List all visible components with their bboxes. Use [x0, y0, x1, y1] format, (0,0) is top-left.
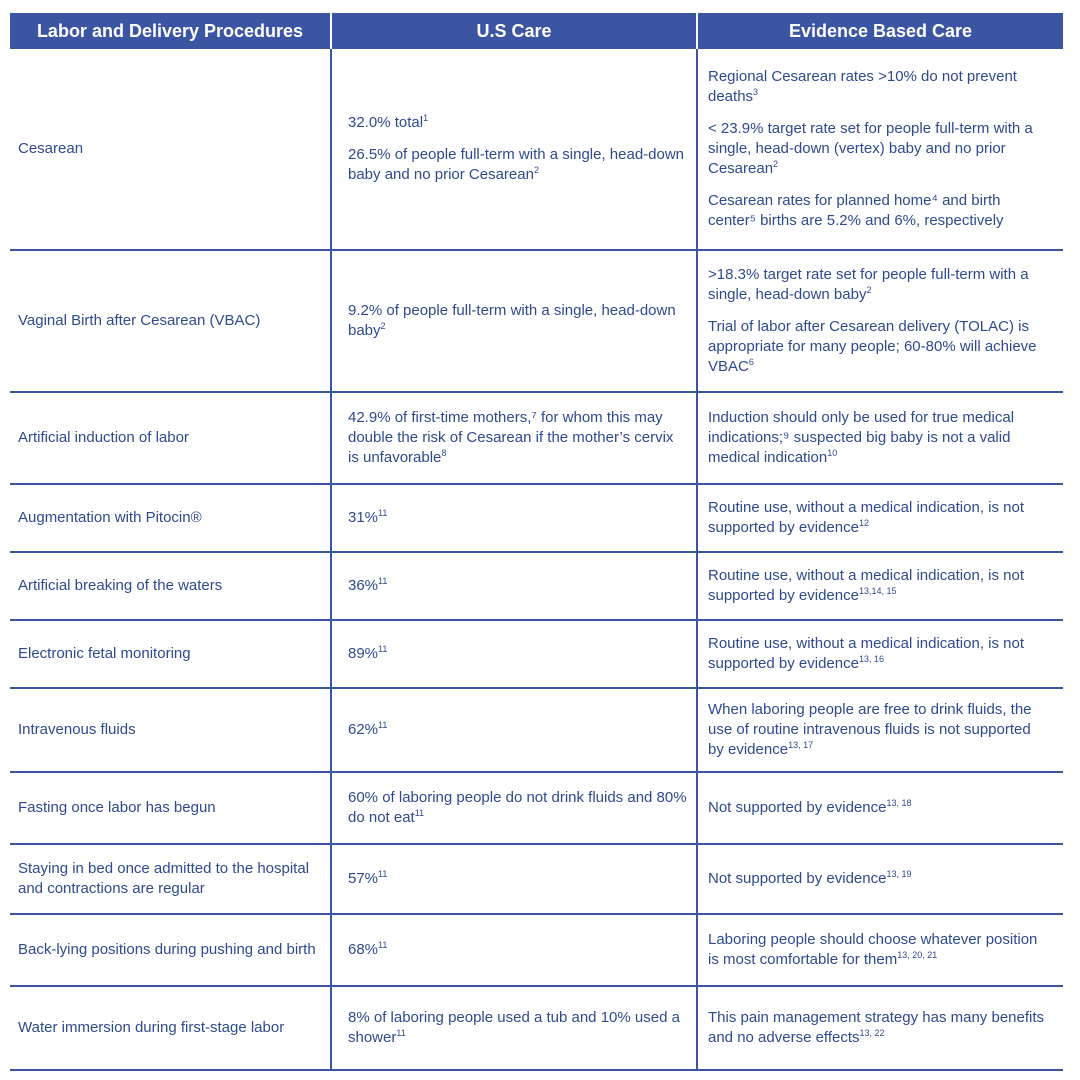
evidence-cell-paragraph: [708, 930, 1045, 970]
cell-text: 57%: [348, 870, 379, 887]
cell-text: 42.9% of first-time mothers,⁷ for whom this may double the risk of Cesarean if the mother’s cervix is unfavorable: [348, 409, 674, 466]
cell-text: Routine use, without a medical indication, is not supported by evidence: [708, 567, 1025, 604]
table-row: [10, 49, 1063, 251]
us-care-cell: [332, 987, 698, 1069]
citation-superscript: 11: [378, 720, 388, 730]
evidence-cell-paragraph: [708, 67, 1045, 107]
procedure-name: Artificial breaking of the waters: [18, 577, 223, 594]
cell-text: 31%: [348, 509, 379, 526]
cell-text: 36%: [348, 577, 379, 594]
citation-superscript: 13, 17: [788, 740, 814, 750]
cell-text: When laboring people are free to drink fluids, the use of routine intravenous fluids is not supported by evidence: [708, 701, 1032, 758]
citation-superscript: 1: [423, 113, 429, 123]
evidence-cell-paragraph: [708, 119, 1045, 179]
citation-superscript: 13, 16: [858, 654, 884, 664]
cell-text: 26.5% of people full-term with a single, head-down baby and no prior Cesarean: [348, 146, 685, 183]
us-care-cell-paragraph: [348, 869, 688, 889]
table-row: [10, 845, 1063, 915]
cell-text: >18.3% target rate set for people full-term with a single, head-down baby: [708, 266, 1029, 303]
procedure-cell: [10, 251, 332, 391]
evidence-cell-paragraph: [708, 498, 1045, 538]
cell-text: 32.0% total: [348, 114, 424, 131]
table-header: [10, 13, 1063, 49]
cell-text: 9.2% of people full-term with a single, head-down baby: [348, 302, 676, 339]
procedure-cell: [10, 485, 332, 551]
evidence-cell-paragraph: [708, 798, 1045, 818]
citation-superscript: 6: [748, 357, 754, 367]
citation-superscript: 3: [753, 87, 759, 97]
procedure-cell: [10, 621, 332, 687]
table-row: [10, 251, 1063, 393]
evidence-cell: [698, 553, 1063, 619]
cell-text: 8% of laboring people used a tub and 10% used a shower: [348, 1009, 680, 1046]
us-care-cell-paragraph: [348, 720, 688, 740]
table-row: [10, 773, 1063, 845]
cell-text: < 23.9% target rate set for people full-term with a single, head-down (vertex) baby and no prior Cesarean: [708, 120, 1033, 177]
citation-superscript: 13, 22: [859, 1028, 885, 1038]
procedure-name: Artificial induction of labor: [18, 429, 189, 446]
evidence-cell-paragraph: [708, 1008, 1045, 1048]
cell-text: 68%: [348, 941, 379, 958]
evidence-cell: [698, 485, 1063, 551]
cell-text: Cesarean rates for planned home⁴ and birth center⁵ births are 5.2% and 6%, respectively: [708, 192, 1004, 229]
evidence-cell: [698, 689, 1063, 771]
cell-text: 60% of laboring people do not drink fluids and 80% do not eat: [348, 789, 687, 826]
us-care-cell-paragraph: [348, 788, 688, 828]
header-evidence-based-care: Evidence Based Care: [788, 20, 973, 41]
citation-superscript: 8: [441, 448, 447, 458]
citation-superscript: 11: [378, 508, 388, 518]
procedure-name: Cesarean: [18, 140, 84, 157]
us-care-cell: [332, 915, 698, 985]
evidence-cell: [698, 49, 1063, 249]
us-care-cell: [332, 553, 698, 619]
evidence-cell: [698, 845, 1063, 913]
citation-superscript: 13, 18: [886, 798, 912, 808]
cell-text: Not supported by evidence: [708, 799, 887, 816]
us-care-cell-paragraph: [348, 940, 688, 960]
evidence-cell-paragraph: [708, 191, 1045, 231]
evidence-cell: [698, 915, 1063, 985]
citation-superscript: 10: [827, 448, 838, 458]
procedure-cell: [10, 845, 332, 913]
citation-superscript: 11: [396, 1028, 406, 1038]
header-us-care: U.S Care: [332, 13, 698, 49]
evidence-cell: [698, 987, 1063, 1069]
procedure-cell: [10, 773, 332, 843]
table-row: [10, 689, 1063, 773]
cell-text: Not supported by evidence: [708, 870, 887, 887]
citation-superscript: 11: [378, 940, 388, 950]
us-care-cell-paragraph: [348, 113, 688, 133]
us-care-cell-paragraph: [348, 576, 688, 596]
procedures-table: [10, 13, 1063, 1071]
evidence-cell-paragraph: [708, 317, 1045, 377]
header-procedures: Labor and Delivery Procedures: [10, 13, 332, 49]
procedure-cell: [10, 553, 332, 619]
citation-superscript: 2: [380, 321, 386, 331]
citation-superscript: 11: [378, 576, 388, 586]
evidence-cell: [698, 251, 1063, 391]
evidence-cell: [698, 393, 1063, 483]
us-care-cell: [332, 621, 698, 687]
cell-text: Routine use, without a medical indication, is not supported by evidence: [708, 635, 1025, 672]
citation-superscript: 12: [858, 518, 869, 528]
us-care-cell: [332, 845, 698, 913]
us-care-cell-paragraph: [348, 145, 688, 185]
procedure-name: Augmentation with Pitocin®: [18, 509, 202, 526]
us-care-cell: [332, 251, 698, 391]
citation-superscript: 2: [773, 159, 779, 169]
evidence-cell-paragraph: [708, 634, 1045, 674]
cell-text: Laboring people should choose whatever position is most comfortable for them: [708, 931, 1038, 968]
cell-text: Induction should only be used for true medical indications;⁹ suspected big baby is not a valid medical indication: [708, 409, 1015, 466]
evidence-cell-paragraph: [708, 265, 1045, 305]
table-row: [10, 553, 1063, 621]
cell-text: Regional Cesarean rates >10% do not prevent deaths: [708, 68, 1017, 105]
us-care-cell-paragraph: [348, 508, 688, 528]
procedure-name: Fasting once labor has begun: [18, 799, 216, 816]
cell-text: 62%: [348, 721, 379, 738]
citation-superscript: 13, 19: [886, 869, 912, 879]
citation-superscript: 11: [414, 808, 425, 818]
procedure-cell: [10, 49, 332, 249]
us-care-cell-paragraph: [348, 1008, 688, 1048]
us-care-cell-paragraph: [348, 644, 688, 664]
us-care-cell-paragraph: [348, 301, 688, 341]
table-row: [10, 621, 1063, 689]
citation-superscript: 2: [866, 285, 872, 295]
us-care-cell: [332, 485, 698, 551]
us-care-cell: [332, 689, 698, 771]
citation-superscript: 13, 20, 21: [897, 950, 938, 960]
procedure-name: Water immersion during first-stage labor: [18, 1019, 285, 1036]
cell-text: This pain management strategy has many benefits and no adverse effects: [708, 1009, 1045, 1046]
procedure-cell: [10, 915, 332, 985]
citation-superscript: 2: [533, 165, 539, 175]
procedure-name: Intravenous fluids: [18, 721, 136, 738]
table-row: [10, 915, 1063, 987]
procedure-cell: [10, 689, 332, 771]
us-care-cell: [332, 393, 698, 483]
table-row: [10, 987, 1063, 1071]
us-care-cell: [332, 773, 698, 843]
evidence-cell: [698, 621, 1063, 687]
us-care-cell-paragraph: [348, 408, 688, 468]
table-body: [10, 49, 1063, 1071]
evidence-cell-paragraph: [708, 408, 1045, 468]
table-row: [10, 485, 1063, 553]
citation-superscript: 11: [378, 644, 388, 654]
evidence-cell-paragraph: [708, 566, 1045, 606]
procedure-cell: [10, 393, 332, 483]
evidence-cell: [698, 773, 1063, 843]
us-care-cell: [332, 49, 698, 249]
cell-text: 89%: [348, 645, 379, 662]
cell-text: Routine use, without a medical indication, is not supported by evidence: [708, 499, 1025, 536]
citation-superscript: 13,14, 15: [858, 586, 897, 596]
procedure-name: Electronic fetal monitoring: [18, 645, 191, 662]
procedure-cell: [10, 987, 332, 1069]
evidence-cell-paragraph: [708, 869, 1045, 889]
evidence-cell-paragraph: [708, 700, 1045, 760]
cell-text: Trial of labor after Cesarean delivery (TOLAC) is appropriate for many people; 60-80% will achieve VBAC: [708, 318, 1037, 375]
procedure-name: Staying in bed once admitted to the hospital and contractions are regular: [18, 860, 310, 897]
table-row: [10, 393, 1063, 485]
procedure-name: Back-lying positions during pushing and birth: [18, 941, 316, 958]
citation-superscript: 11: [378, 869, 388, 879]
procedure-name: Vaginal Birth after Cesarean (VBAC): [18, 312, 261, 329]
